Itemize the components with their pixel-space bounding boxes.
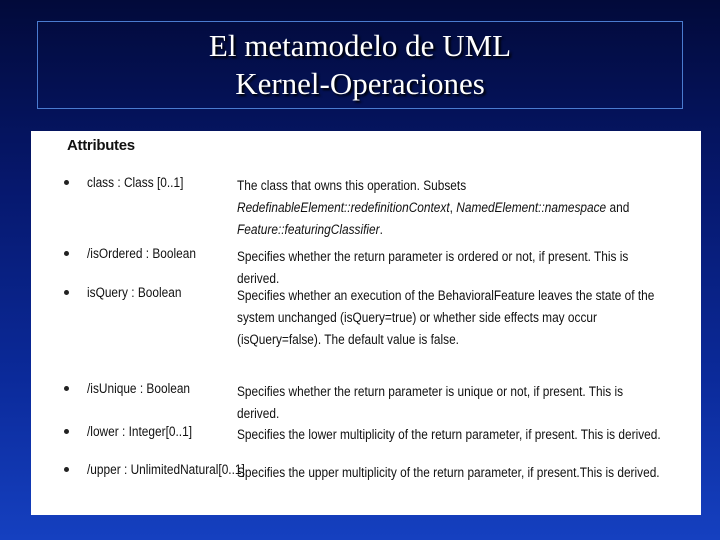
bullet-icon bbox=[64, 429, 69, 434]
attribute-name: /upper : UnlimitedNatural[0..1] bbox=[87, 462, 245, 477]
attribute-description: The class that owns this operation. Subsets RedefinableElement::redefinitionContext, NamedElement::namespace and Feature::featuringClassifier. bbox=[237, 178, 630, 237]
attribute-name: isQuery : Boolean bbox=[87, 285, 182, 300]
attributes-panel bbox=[31, 131, 701, 515]
bullet-icon bbox=[64, 290, 69, 295]
bullet-icon bbox=[64, 467, 69, 472]
attribute-description: Specifies whether an execution of the BehavioralFeature leaves the state of the system unchanged (isQuery=true) or whether side effects may occur (isQuery=false). The default value is false. bbox=[237, 288, 655, 347]
bullet-icon bbox=[64, 180, 69, 185]
attribute-name: /isOrdered : Boolean bbox=[87, 246, 196, 261]
attribute-name: class : Class [0..1] bbox=[87, 175, 184, 190]
attribute-name: /lower : Integer[0..1] bbox=[87, 424, 192, 439]
slide-title-line-2: Kernel-Operaciones bbox=[235, 66, 485, 101]
attributes-heading: Attributes bbox=[67, 137, 135, 154]
attribute-name: /isUnique : Boolean bbox=[87, 381, 191, 396]
attribute-description: Specifies the upper multiplicity of the return parameter, if present.This is derived. bbox=[237, 465, 660, 480]
attribute-description: Specifies the lower multiplicity of the return parameter, if present. This is derived. bbox=[237, 427, 661, 442]
attribute-description: Specifies whether the return parameter is ordered or not, if present. This is derived. bbox=[237, 249, 629, 286]
bullet-icon bbox=[64, 251, 69, 256]
attribute-description: Specifies whether the return parameter is unique or not, if present. This is derived. bbox=[237, 384, 624, 421]
slide-title bbox=[37, 21, 683, 109]
bullet-icon bbox=[64, 386, 69, 391]
slide-title-line-1: El metamodelo de UML bbox=[208, 28, 512, 63]
